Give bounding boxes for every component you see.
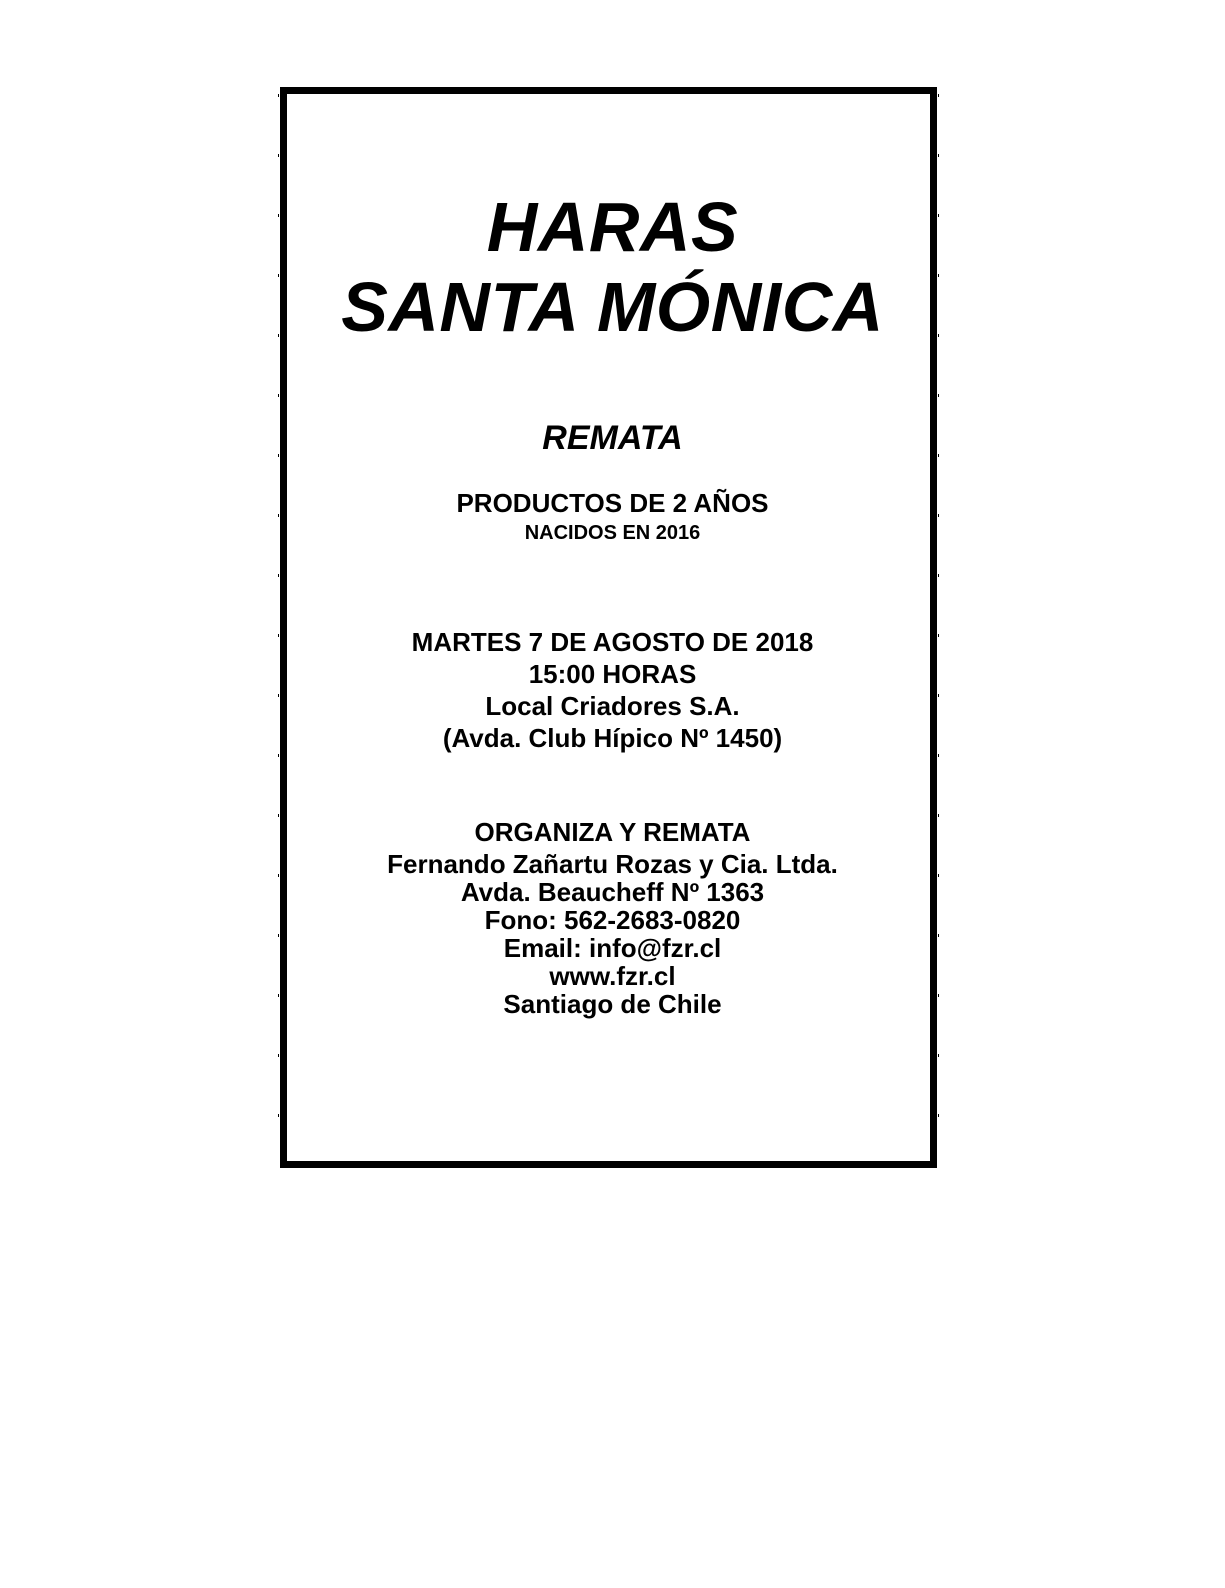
organizer-company: Fernando Zañartu Rozas y Cia. Ltda. <box>387 849 838 879</box>
title-line-2: SANTA MÓNICA <box>341 268 884 346</box>
organizer-phone: Fono: 562-2683-0820 <box>484 905 741 935</box>
products-heading: PRODUCTOS DE 2 AÑOS <box>456 488 769 518</box>
event-address: (Avda. Club Hípico Nº 1450) <box>442 723 783 753</box>
organizer-web: www.fzr.cl <box>549 961 676 991</box>
event-date: MARTES 7 DE AGOSTO DE 2018 <box>411 627 814 657</box>
title-line-1: HARAS <box>486 188 739 266</box>
organizer-email: Email: info@fzr.cl <box>503 933 722 963</box>
organizer-city: Santiago de Chile <box>503 989 722 1019</box>
subtitle: REMATA <box>542 419 683 457</box>
organizer-address: Avda. Beaucheff Nº 1363 <box>460 877 765 907</box>
products-detail: NACIDOS EN 2016 <box>524 522 701 544</box>
organizer-heading: ORGANIZA Y REMATA <box>474 817 751 847</box>
event-venue: Local Criadores S.A. <box>485 691 740 721</box>
event-time: 15:00 HORAS <box>528 659 697 689</box>
